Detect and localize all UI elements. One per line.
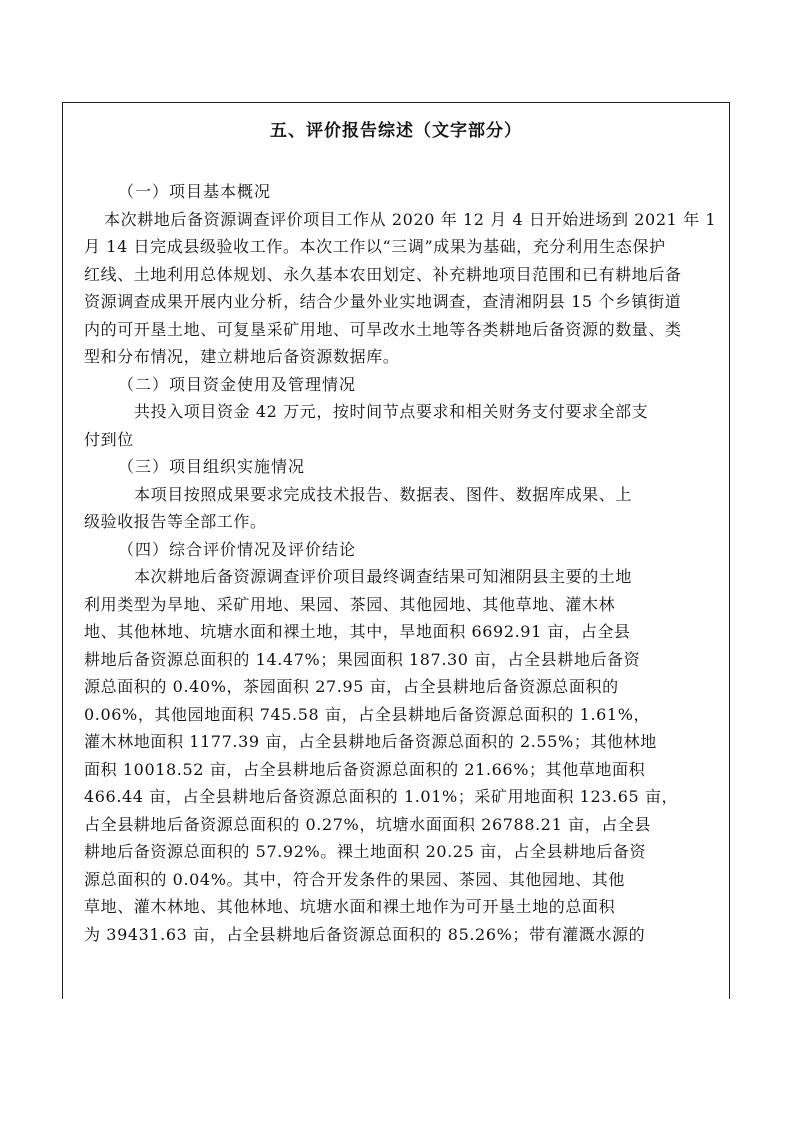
paragraph-line: 源总面积的 0.04%。其中，符合开发条件的果园、茶园、其他园地、其他 xyxy=(84,869,625,889)
paragraph-line: 面积 10018.52 亩，占全县耕地后备资源总面积的 21.66%；其他草地面积 xyxy=(84,759,646,779)
paragraph-line: 本次耕地后备资源调查评价项目最终调查结果可知湘阴县主要的土地 xyxy=(134,567,633,586)
page-title: 五、评价报告综述（文字部分） xyxy=(270,121,522,141)
paragraph-line: 地、其他林地、坑塘水面和裸土地，其中，旱地面积 6692.91 亩，占全县 xyxy=(84,622,631,641)
report-content xyxy=(84,178,730,948)
paragraph-line: 利用类型为旱地、采矿用地、果园、茶园、其他园地、其他草地、灌木林 xyxy=(84,594,616,614)
section-heading-basic-overview: （一）项目基本概况 xyxy=(118,182,272,201)
paragraph-line: 耕地后备资源总面积的 57.92%。裸土地面积 20.25 亩，占全县耕地后备资 xyxy=(84,842,647,861)
paragraph-line: 级验收报告等全部工作。 xyxy=(84,512,267,531)
paragraph-line: 本次耕地后备资源调查评价项目工作从 2020 年 12 月 4 日开始进场到 2021 年 1 xyxy=(104,209,717,229)
paragraph-line: 型和分布情况，建立耕地后备资源数据库。 xyxy=(84,347,400,366)
paragraph-line: 内的可开垦土地、可复垦采矿用地、可旱改水土地等各类耕地后备资源的数量、类 xyxy=(84,319,682,339)
paragraph-line: 466.44 亩，占全县耕地后备资源总面积的 1.01%；采矿用地面积 123.65 亩， xyxy=(84,787,679,806)
paragraph-line: 付到位 xyxy=(84,429,134,449)
paragraph-line: 草地、灌木林地、其他林地、坑塘水面和裸土地作为可开垦土地的总面积 xyxy=(84,897,616,916)
paragraph-line: 月 14 日完成县级验收工作。本次工作以“三调”成果为基础，充分利用生态保护 xyxy=(84,237,666,256)
paragraph-line: 灌木林地面积 1177.39 亩，占全县耕地后备资源总面积的 2.55%；其他林地 xyxy=(84,732,657,751)
section-heading-evaluation: （四）综合评价情况及评价结论 xyxy=(118,539,357,559)
paragraph-line: 资源调查成果开展内业分析，结合少量外业实地调查，查清湘阴县 15 个乡镇街道 xyxy=(84,292,682,311)
paragraph-line: 为 39431.63 亩，占全县耕地后备资源总面积的 85.26%；带有灌溉水源的 xyxy=(84,924,646,944)
paragraph-line: 0.06%，其他园地面积 745.58 亩，占全县耕地后备资源总面积的 1.61%， xyxy=(84,704,651,724)
paragraph-line: 红线、土地利用总体规划、永久基本农田划定、补充耕地项目范围和已有耕地后备 xyxy=(84,264,682,284)
paragraph-line: 共投入项目资金 42 万元，按时间节点要求和相关财务支付要求全部支 xyxy=(134,402,649,421)
section-heading-implementation: （三）项目组织实施情况 xyxy=(118,457,306,476)
paragraph-line: 耕地后备资源总面积的 14.47%；果园面积 187.30 亩，占全县耕地后备资 xyxy=(84,649,641,669)
paragraph-line: 本项目按照成果要求完成技术报告、数据表、图件、数据库成果、上 xyxy=(134,484,633,504)
section-heading-funding: （二）项目资金使用及管理情况 xyxy=(118,374,357,394)
paragraph-line: 源总面积的 0.40%，茶园面积 27.95 亩，占全县耕地后备资源总面积的 xyxy=(84,677,619,696)
paragraph-line: 占全县耕地后备资源总面积的 0.27%，坑塘水面面积 26788.21 亩，占全县 xyxy=(84,814,652,834)
